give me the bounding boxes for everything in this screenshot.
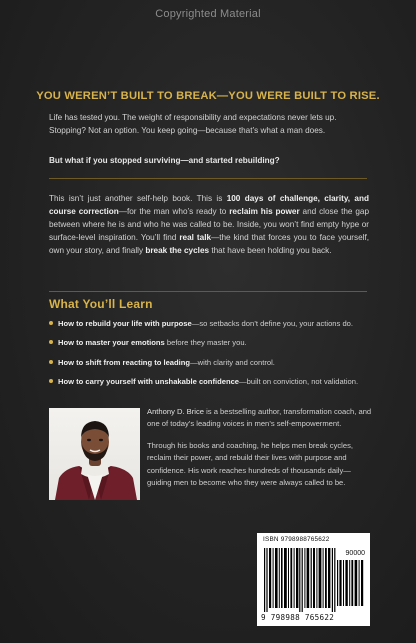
question-line: But what if you stopped surviving—and started rebuilding? [49,156,280,165]
price-code: 90000 [345,550,365,557]
author-portrait-icon [49,408,140,500]
price-addon-bars-icon [337,560,365,606]
bullet-icon [49,379,53,383]
author-bio: Anthony D. Brice is a bestselling author, transformation coach, and one of today’s leading voices in men’s self-empowerment. [147,407,372,429]
bullet-icon [49,340,53,344]
isbn-barcode [257,533,370,626]
author-name: Anthony D. Brice [147,407,204,416]
body-emphasis: break the cycles [145,246,210,255]
divider-line [49,291,367,292]
author-photo [49,408,140,500]
author-bio-second: Through his books and coaching, he helps men break cycles, reclaim their power, and rebuild their lives with purpose and confidence. His work reaches hundreds of thousands daily—guiding men to become who they were always called to be. [147,441,353,488]
learn-list [49,318,379,396]
intro-paragraph: Life has tested you. The weight of responsibility and expectations never lets up. Stopping? Not an option. You keep going—because that’s what a man does. [49,113,337,135]
list-item: How to rebuild your life with purpose—so setbacks don’t define you, your actions do. [49,318,379,329]
learn-section-title: What You’ll Learn [49,297,153,311]
body-paragraph: This isn’t just another self-help book. This is 100 days of challenge, clarity, and course correction—for the man who’s ready to reclaim his power and close the gap between where he is and who he was called to be. Inside, you won’t find empty hype or surface-level inspiration. You’ll find real talk—the kind that forces you to face yourself, own your story, and finally break the cycles that have been holding you back. [49,194,370,255]
divider-line [49,178,367,179]
isbn-label: ISBN 9798988765622 [263,536,330,543]
barcode-number: 9 798988 765622 [261,613,335,622]
barcode-bars-icon [264,548,336,612]
bullet-icon [49,360,53,364]
cover-headline: YOU WEREN’T BUILT TO BREAK—YOU WERE BUILT TO RISE. [36,90,380,102]
list-item: How to master your emotions before they master you. [49,337,379,348]
list-item: How to shift from reacting to leading—with clarity and control. [49,357,379,368]
bullet-icon [49,321,53,325]
body-emphasis: reclaim his power [229,207,300,216]
body-emphasis: 100 days of challenge, clarity, and course correction [49,194,369,216]
body-emphasis: real talk [179,233,212,242]
copyright-watermark: Copyrighted Material [155,8,261,20]
list-item: How to carry yourself with unshakable confidence—built on conviction, not validation. [49,376,379,387]
